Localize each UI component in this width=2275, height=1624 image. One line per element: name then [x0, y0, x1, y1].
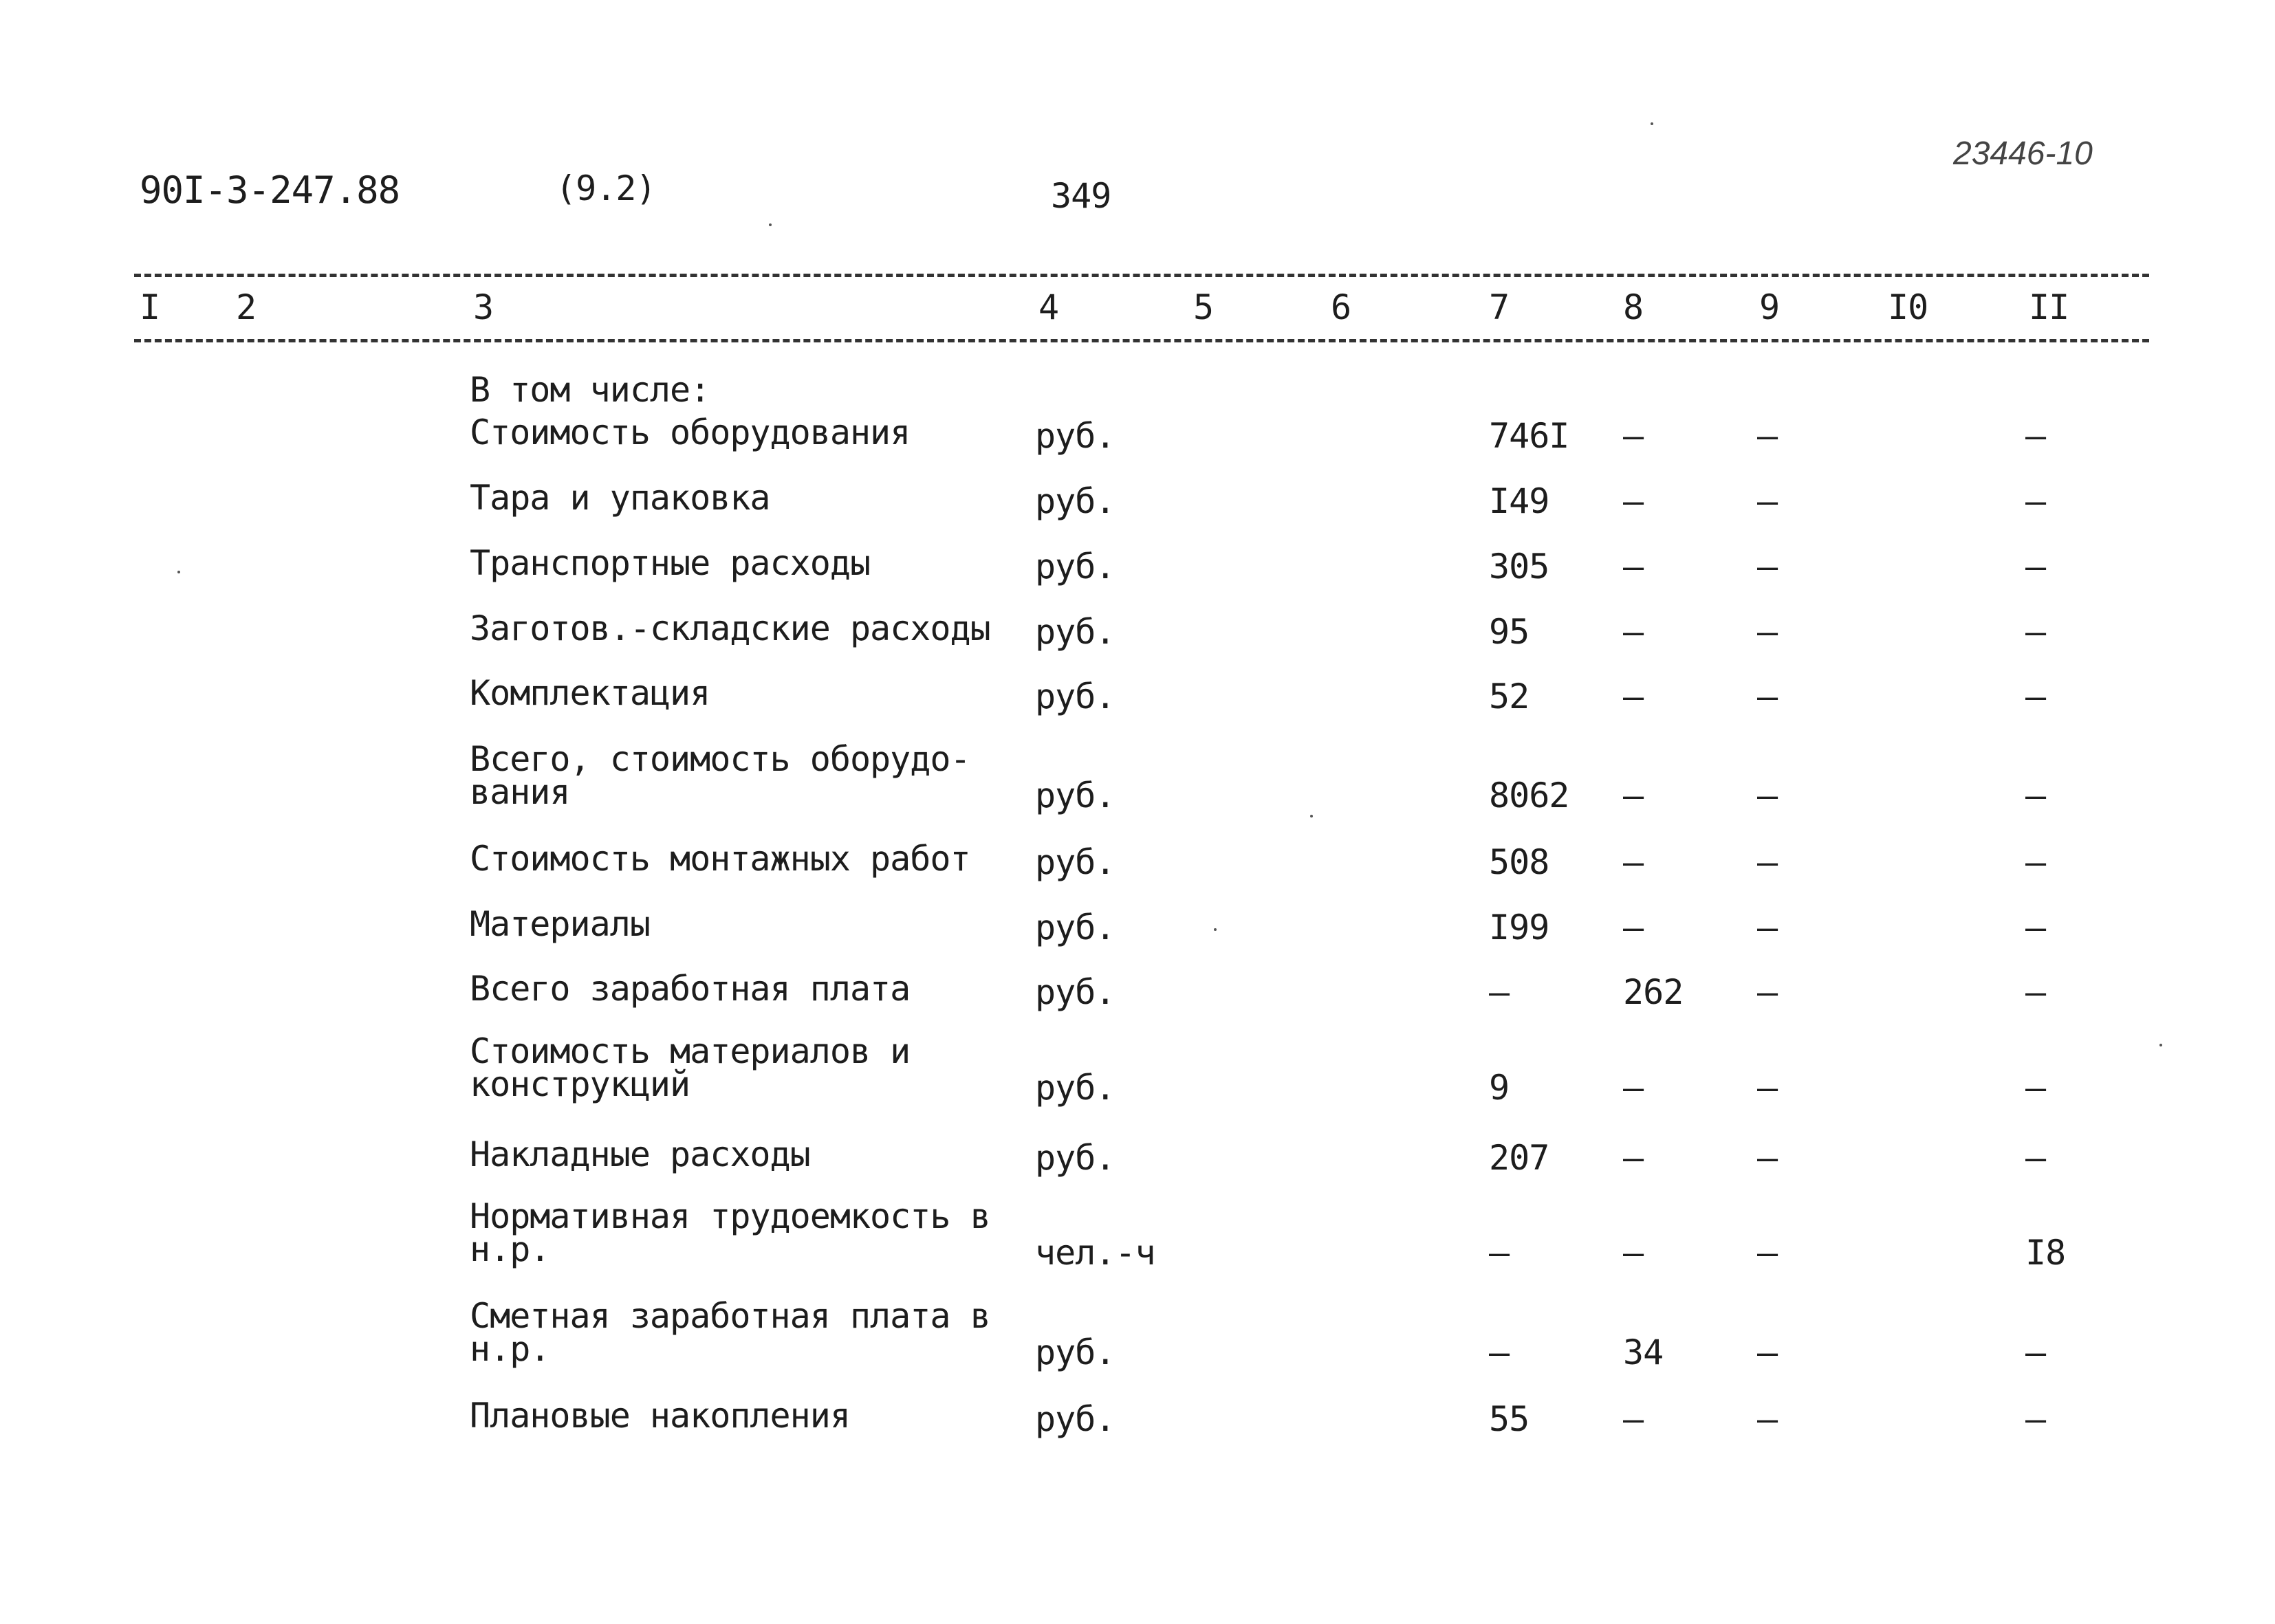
row-label: Сметная заработная плата в н.р. — [470, 1296, 990, 1369]
row-value-col9: – — [1757, 677, 1778, 716]
row-unit: чел.-ч — [1035, 1233, 1155, 1273]
row-value-col9: – — [1757, 547, 1778, 586]
row-label: Тара и упаковка — [470, 478, 770, 518]
column-header-9: 9 — [1759, 287, 1780, 327]
header-top-rule — [134, 274, 2149, 277]
row-value-col8: – — [1623, 908, 1644, 947]
row-value-col9: – — [1757, 1138, 1778, 1178]
row-value-col9: – — [1757, 481, 1778, 521]
row-value-col11: – — [2025, 1068, 2046, 1108]
row-unit: руб. — [1035, 481, 1115, 521]
row-unit: руб. — [1035, 1138, 1115, 1178]
row-label: Заготов.-складские расходы — [470, 608, 990, 648]
row-label: Стоимость материалов и конструкций — [470, 1031, 911, 1104]
scan-speck — [769, 223, 772, 226]
row-value-col11: – — [2025, 547, 2046, 586]
row-value-col8: – — [1623, 612, 1644, 652]
row-value-col7: 305 — [1489, 547, 1549, 586]
column-header-3: 3 — [473, 287, 494, 327]
archive-number: 23446-10 — [1953, 135, 2093, 172]
row-value-col7: I49 — [1489, 481, 1549, 521]
row-label: Нормативная трудоемкость в н.р. — [470, 1196, 990, 1269]
section-number: (9.2) — [556, 168, 656, 208]
row-value-col7: – — [1489, 1233, 1510, 1273]
row-value-col7: 8062 — [1489, 776, 1569, 815]
row-value-col8: 262 — [1623, 972, 1684, 1012]
row-unit: руб. — [1035, 612, 1115, 652]
row-label: Плановые накопления — [470, 1396, 850, 1436]
row-value-col9: – — [1757, 908, 1778, 947]
row-value-col8: – — [1623, 1138, 1644, 1178]
row-value-col11: – — [2025, 1332, 2046, 1372]
row-label: Транспортные расходы — [470, 543, 871, 583]
row-value-col8: – — [1623, 776, 1644, 815]
column-header-4: 4 — [1038, 287, 1059, 327]
row-unit: руб. — [1035, 547, 1115, 586]
column-header-11: II — [2029, 287, 2069, 327]
row-label: Комплектация — [470, 673, 710, 713]
column-header-10: I0 — [1888, 287, 1928, 327]
row-label: Стоимость оборудования — [470, 413, 911, 452]
row-value-col8: – — [1623, 1233, 1644, 1273]
row-value-col7: I99 — [1489, 908, 1549, 947]
row-unit: руб. — [1035, 972, 1115, 1012]
row-value-col9: – — [1757, 1233, 1778, 1273]
row-value-col7: – — [1489, 972, 1510, 1012]
row-value-col11: – — [2025, 677, 2046, 716]
row-value-col9: – — [1757, 1332, 1778, 1372]
row-value-col7: 207 — [1489, 1138, 1549, 1178]
row-unit: руб. — [1035, 1332, 1115, 1372]
row-value-col9: – — [1757, 612, 1778, 652]
row-value-col11: – — [2025, 776, 2046, 815]
row-label: Всего, стоимость оборудо-вания — [470, 739, 970, 812]
intro-label: В том числе: — [470, 370, 710, 410]
column-header-5: 5 — [1193, 287, 1214, 327]
row-unit: руб. — [1035, 776, 1115, 815]
row-value-col9: – — [1757, 1068, 1778, 1108]
row-value-col11: – — [2025, 908, 2046, 947]
row-value-col11: – — [2025, 972, 2046, 1012]
document-code: 90I-3-247.88 — [140, 168, 400, 212]
row-label: Накладные расходы — [470, 1134, 810, 1174]
scan-speck — [1651, 122, 1653, 125]
row-value-col8: – — [1623, 677, 1644, 716]
row-value-col9: – — [1757, 842, 1778, 882]
row-value-col8: – — [1623, 547, 1644, 586]
row-value-col11: – — [2025, 481, 2046, 521]
row-value-col7: 508 — [1489, 842, 1549, 882]
page-number: 349 — [1051, 176, 1111, 216]
row-unit: руб. — [1035, 1399, 1115, 1439]
row-unit: руб. — [1035, 1068, 1115, 1108]
row-value-col7: 52 — [1489, 677, 1530, 716]
row-unit: руб. — [1035, 677, 1115, 716]
row-value-col11: I8 — [2025, 1233, 2066, 1273]
row-value-col8: – — [1623, 1068, 1644, 1108]
row-value-col8: – — [1623, 481, 1644, 521]
header-bottom-rule — [134, 339, 2149, 342]
column-header-7: 7 — [1489, 287, 1510, 327]
row-value-col7: 55 — [1489, 1399, 1530, 1439]
row-unit: руб. — [1035, 416, 1115, 456]
row-value-col9: – — [1757, 776, 1778, 815]
row-value-col7: 746I — [1489, 416, 1569, 456]
row-value-col9: – — [1757, 972, 1778, 1012]
scan-speck — [1310, 815, 1313, 818]
scan-speck — [177, 571, 180, 573]
row-value-col7: 95 — [1489, 612, 1530, 652]
row-unit: руб. — [1035, 908, 1115, 947]
row-label: Стоимость монтажных работ — [470, 839, 970, 879]
row-value-col11: – — [2025, 1138, 2046, 1178]
scan-speck — [2159, 1044, 2162, 1046]
column-header-6: 6 — [1331, 287, 1351, 327]
row-value-col7: – — [1489, 1332, 1510, 1372]
row-value-col8: – — [1623, 1399, 1644, 1439]
row-value-col8: – — [1623, 416, 1644, 456]
row-label: Материалы — [470, 904, 650, 944]
row-value-col8: 34 — [1623, 1332, 1664, 1372]
column-header-1: I — [140, 287, 160, 327]
row-label: Всего заработная плата — [470, 969, 911, 1009]
row-value-col9: – — [1757, 1399, 1778, 1439]
row-value-col7: 9 — [1489, 1068, 1510, 1108]
row-value-col11: – — [2025, 842, 2046, 882]
row-value-col11: – — [2025, 1399, 2046, 1439]
row-value-col8: – — [1623, 842, 1644, 882]
column-header-8: 8 — [1623, 287, 1644, 327]
row-value-col11: – — [2025, 416, 2046, 456]
row-value-col9: – — [1757, 416, 1778, 456]
row-unit: руб. — [1035, 842, 1115, 882]
row-value-col11: – — [2025, 612, 2046, 652]
scan-speck — [1214, 928, 1217, 931]
column-header-2: 2 — [236, 287, 257, 327]
